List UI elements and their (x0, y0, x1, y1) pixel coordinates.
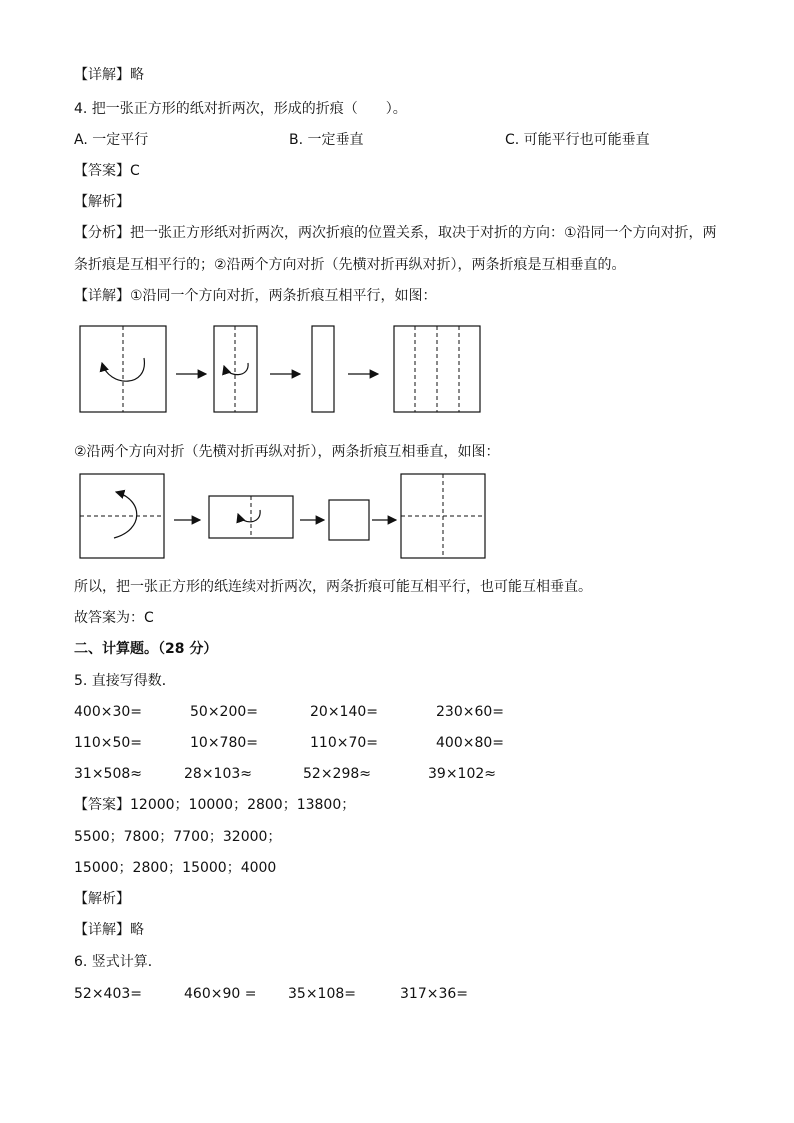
q6-item: 460×90 = (184, 986, 257, 1002)
q5-cell: 230×60= (436, 704, 504, 720)
q4-conclusion: 所以，把一张正方形的纸连续对折两次，两条折痕可能互相平行，也可能互相垂直。 (74, 579, 592, 595)
q5-cell: 10×780= (190, 735, 258, 751)
q5-stem: 5. 直接写得数． (74, 673, 176, 689)
fold-arrow-icon (224, 363, 248, 375)
q5-answer-line3: 15000；2800；15000；4000 (74, 860, 277, 876)
parallel-fold-diagram (74, 318, 494, 418)
q4-detail-line1: 【详解】①沿同一个方向对折，两条折痕互相平行，如图： (74, 288, 437, 304)
q5-cell: 31×508≈ (74, 766, 142, 782)
q4-answer: 【答案】C (74, 163, 140, 179)
q5-cell: 39×102≈ (428, 766, 496, 782)
q6-item: 35×108= (288, 986, 356, 1002)
q4-option-a: A. 一定平行 (74, 132, 149, 148)
q4-option-b: B. 一定垂直 (289, 132, 364, 148)
perpendicular-fold-diagram (74, 470, 494, 565)
q5-cell: 400×30= (74, 704, 142, 720)
q5-cell: 110×50= (74, 735, 142, 751)
q5-analysis-title: 【解析】 (74, 891, 130, 907)
q4-stem: 4. 把一张正方形的纸对折两次，形成的折痕（ ）。 (74, 101, 407, 117)
q4-option-c: C. 可能平行也可能垂直 (505, 132, 650, 148)
q6-stem: 6. 竖式计算． (74, 954, 162, 970)
quarter-folded-paper (329, 500, 369, 540)
q6-item: 52×403= (74, 986, 142, 1002)
q5-detail: 【详解】略 (74, 922, 144, 938)
q5-cell: 52×298≈ (303, 766, 371, 782)
q5-answer-line2: 5500；7800；7700；32000； (74, 829, 282, 845)
part2-title: 二、计算题。（28 分） (74, 641, 218, 657)
q5-cell: 28×103≈ (184, 766, 252, 782)
q4-analysis-line2: 条折痕是互相平行的；②沿两个方向对折（先横对折再纵对折），两条折痕是互相垂直的。 (74, 257, 626, 273)
q4-final-answer: 故答案为：C (74, 610, 154, 626)
detail-prev: 【详解】略 (74, 67, 144, 83)
q5-cell: 50×200= (190, 704, 258, 720)
q6-item: 317×36= (400, 986, 468, 1002)
q5-answer-line1: 【答案】12000；10000；2800；13800； (74, 797, 356, 813)
fold-arrow-icon (238, 510, 260, 522)
q5-cell: 20×140= (310, 704, 378, 720)
q4-detail-line2: ②沿两个方向对折（先横对折再纵对折），两条折痕互相垂直，如图： (74, 444, 500, 460)
q4-analysis-title: 【解析】 (74, 194, 130, 210)
fold-arrow-icon (114, 492, 137, 538)
q4-analysis-line1: 【分析】把一张正方形纸对折两次，两次折痕的位置关系，取决于对折的方向：①沿同一个方向对折，两 (74, 225, 717, 241)
q5-cell: 110×70= (310, 735, 378, 751)
quarter-folded-paper (312, 326, 334, 412)
q5-cell: 400×80= (436, 735, 504, 751)
